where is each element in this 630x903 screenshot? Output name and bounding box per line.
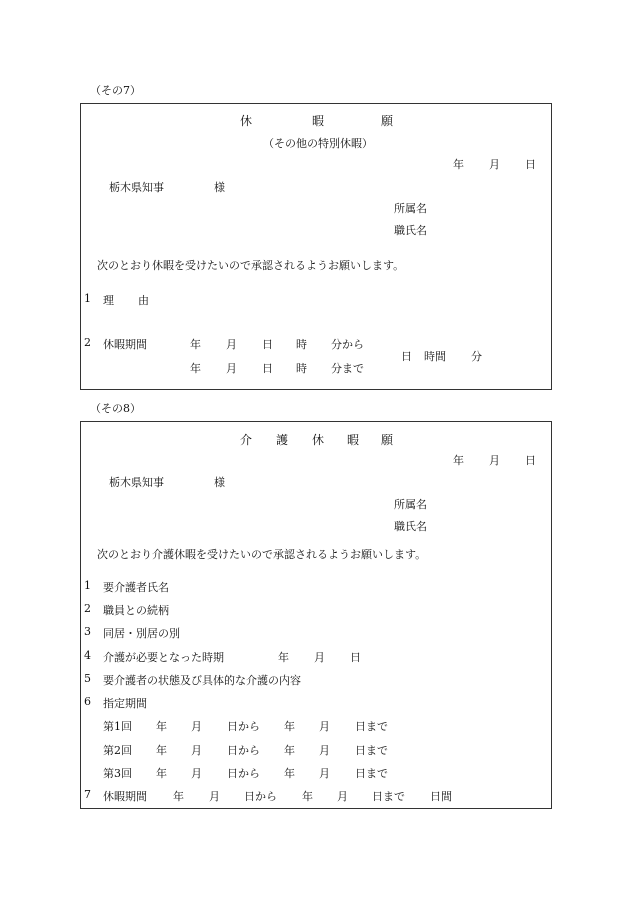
form8-title-char-5: 願 xyxy=(381,433,394,447)
form8-honorific: 様 xyxy=(214,476,225,489)
form7-honorific: 様 xyxy=(214,181,225,194)
form8-period-1-from-day: 日から xyxy=(227,720,260,733)
form8-name-label: 職氏名 xyxy=(394,520,427,533)
form8-item-5-number: 5 xyxy=(84,672,91,685)
form8-title-char-1: 介 xyxy=(240,433,253,447)
form7-affiliation-label: 所属名 xyxy=(394,202,427,215)
form7-reason-label-2: 由 xyxy=(138,294,149,307)
form7-subtitle: （その他の特別休暇） xyxy=(263,137,373,150)
form8-period-2-from-year: 年 xyxy=(156,744,167,757)
form8-request-text: 次のとおり介護休暇を受けたいので承認されるようお願いします。 xyxy=(97,548,427,561)
form8-item-4-month: 月 xyxy=(314,651,325,664)
form8-title-char-3: 休 xyxy=(312,433,325,447)
form8-period-3-to-year: 年 xyxy=(284,767,295,780)
form8-item-6-number: 6 xyxy=(84,695,91,708)
form7-reason-number: 1 xyxy=(84,292,91,305)
form7-period-label: 休暇期間 xyxy=(103,338,147,351)
form7-date-year: 年 xyxy=(453,158,464,171)
form8-period-3-to-day: 日まで xyxy=(355,767,388,780)
form8-item-7-from-year: 年 xyxy=(173,790,184,803)
form7-to-minute: 分まで xyxy=(331,362,364,375)
form8-period-2-from-day: 日から xyxy=(227,744,260,757)
form8-title-char-2: 護 xyxy=(276,433,289,447)
form8-item-1-number: 1 xyxy=(84,579,91,592)
form8-period-3-from-day: 日から xyxy=(227,767,260,780)
form7-request-text: 次のとおり休暇を受けたいので承認されるようお願いします。 xyxy=(97,259,405,272)
form8-title-char-4: 暇 xyxy=(347,433,360,447)
form7-from-hour: 時 xyxy=(296,338,307,351)
form7-to-hour: 時 xyxy=(296,362,307,375)
form7-name-label: 職氏名 xyxy=(394,224,427,237)
form8-period-1-to-day: 日まで xyxy=(355,720,388,733)
form8-item-7-from-day: 日から xyxy=(244,790,277,803)
form8-period-1-to-year: 年 xyxy=(284,720,295,733)
form8-item-6-label: 指定期間 xyxy=(103,697,147,710)
form7-period-number: 2 xyxy=(84,336,91,349)
form8-period-3-from-year: 年 xyxy=(156,767,167,780)
form7-box xyxy=(80,103,552,390)
form7-addressee: 栃木県知事 xyxy=(109,181,164,194)
form8-item-7-from-month: 月 xyxy=(209,790,220,803)
form8-item-7-to-year: 年 xyxy=(302,790,313,803)
form8-addressee: 栃木県知事 xyxy=(109,476,164,489)
form8-caption: （その8） xyxy=(90,402,141,415)
form8-item-7-number: 7 xyxy=(84,788,91,801)
form8-period-3-label: 第3回 xyxy=(103,767,132,780)
form7-title-char-3: 願 xyxy=(381,114,394,128)
form8-period-2-to-year: 年 xyxy=(284,744,295,757)
form8-period-1-label: 第1回 xyxy=(103,720,132,733)
form7-total-minutes: 分 xyxy=(471,350,482,363)
form7-reason-label-1: 理 xyxy=(103,294,114,307)
form8-period-2-from-month: 月 xyxy=(191,744,202,757)
form7-total-days: 日 xyxy=(401,350,412,363)
form7-to-year: 年 xyxy=(190,362,201,375)
form8-period-3-to-month: 月 xyxy=(319,767,330,780)
form7-date-month: 月 xyxy=(489,158,500,171)
form8-date-day: 日 xyxy=(525,454,536,467)
form7-to-day: 日 xyxy=(262,362,273,375)
form7-title-char-1: 休 xyxy=(240,114,253,128)
form8-item-4-label: 介護が必要となった時期 xyxy=(103,651,224,664)
form8-period-1-from-month: 月 xyxy=(191,720,202,733)
form8-item-2-label: 職員との続柄 xyxy=(103,604,169,617)
form8-item-4-year: 年 xyxy=(278,651,289,664)
form8-period-2-to-day: 日まで xyxy=(355,744,388,757)
form8-item-4-number: 4 xyxy=(84,649,91,662)
form8-period-2-to-month: 月 xyxy=(319,744,330,757)
form7-date-day: 日 xyxy=(525,158,536,171)
form8-period-1-from-year: 年 xyxy=(156,720,167,733)
form8-item-3-number: 3 xyxy=(84,625,91,638)
form8-affiliation-label: 所属名 xyxy=(394,498,427,511)
form8-period-2-label: 第2回 xyxy=(103,744,132,757)
form8-item-7-total-days: 日間 xyxy=(430,790,452,803)
form7-from-minute: 分から xyxy=(331,338,364,351)
form8-item-7-label: 休暇期間 xyxy=(103,790,147,803)
form8-item-7-to-day: 日まで xyxy=(372,790,405,803)
form7-from-day: 日 xyxy=(262,338,273,351)
form8-item-2-number: 2 xyxy=(84,602,91,615)
form7-to-month: 月 xyxy=(226,362,237,375)
form7-caption: （その7） xyxy=(90,84,141,97)
form8-item-1-label: 要介護者氏名 xyxy=(103,581,169,594)
form8-item-3-label: 同居・別居の別 xyxy=(103,627,180,640)
form7-total-hours: 時間 xyxy=(424,350,446,363)
form7-from-year: 年 xyxy=(190,338,201,351)
form8-period-1-to-month: 月 xyxy=(319,720,330,733)
form8-item-7-to-month: 月 xyxy=(337,790,348,803)
form8-item-5-label: 要介護者の状態及び具体的な介護の内容 xyxy=(103,674,301,687)
form8-period-3-from-month: 月 xyxy=(191,767,202,780)
form8-date-month: 月 xyxy=(489,454,500,467)
form7-from-month: 月 xyxy=(226,338,237,351)
form8-box xyxy=(80,421,552,809)
form7-title-char-2: 暇 xyxy=(312,114,325,128)
form8-date-year: 年 xyxy=(453,454,464,467)
form8-item-4-day: 日 xyxy=(350,651,361,664)
